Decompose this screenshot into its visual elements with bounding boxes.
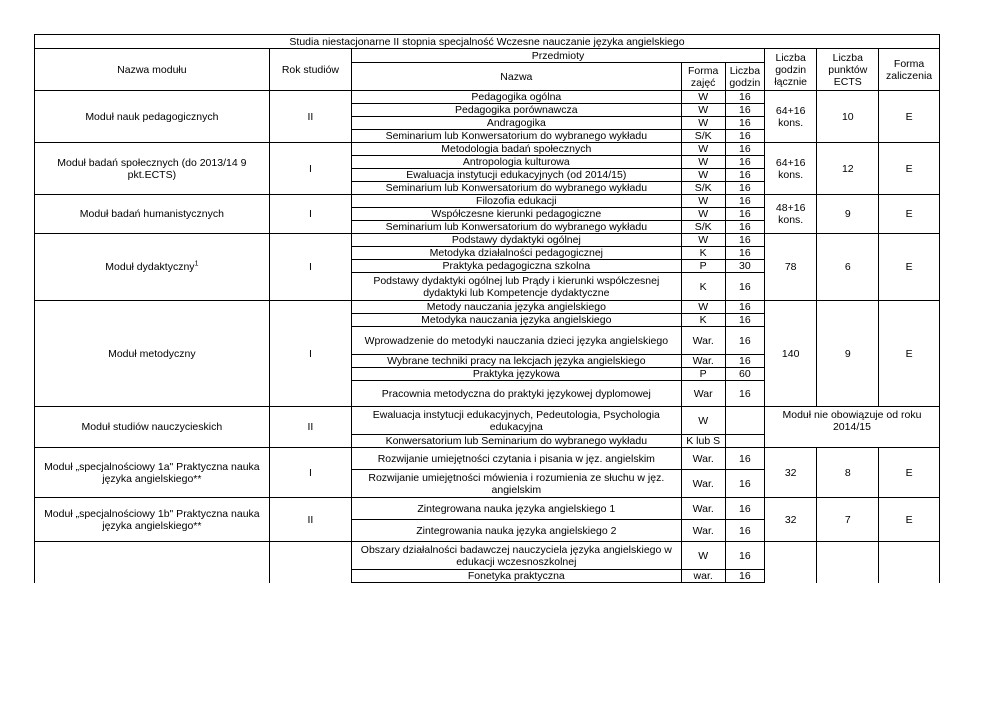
table-row <box>35 91 940 104</box>
table-row <box>35 542 940 570</box>
class-form: War. <box>681 470 725 498</box>
subject-name: Rozwijanie umiejętności czytania i pisania w jęz. angielskim <box>352 448 681 470</box>
ects-points: 12 <box>817 143 879 195</box>
subject-name: Współczesne kierunki pedagogiczne <box>352 208 681 221</box>
subject-hours: 16 <box>725 169 764 182</box>
subject-hours: 60 <box>725 368 764 381</box>
subject-hours: 16 <box>725 143 764 156</box>
module-name: Moduł dydaktyczny$^1$ <box>35 234 270 301</box>
class-form: S/K <box>681 221 725 234</box>
subject-name: Ewaluacja instytucji edukacyjnych, Pedeutologia, Psychologia edukacyjna <box>352 407 681 435</box>
header-module-name: Nazwa modułu <box>35 49 270 91</box>
assessment-form <box>879 542 940 583</box>
subject-name: Obszary działalności badawczej nauczyciela języka angielskiego w edukacji wczesnoszkolnej <box>352 542 681 570</box>
table-row <box>35 195 940 208</box>
class-form: W <box>681 407 725 435</box>
subject-hours: 16 <box>725 117 764 130</box>
subject-hours: 16 <box>725 520 764 542</box>
subject-hours: 16 <box>725 448 764 470</box>
ects-points: 9 <box>817 301 879 407</box>
class-form: S/K <box>681 130 725 143</box>
assessment-form: E <box>879 195 940 234</box>
subject-hours: 16 <box>725 327 764 355</box>
module-name: Moduł badań społecznych (do 2013/14 9 pkt.ECTS) <box>35 143 270 195</box>
study-year: I <box>269 301 351 407</box>
subject-hours: 16 <box>725 130 764 143</box>
subject-name: Metodyka działalności pedagogicznej <box>352 247 681 260</box>
class-form: War <box>681 381 725 407</box>
module-name: Moduł badań humanistycznych <box>35 195 270 234</box>
class-form: W <box>681 301 725 314</box>
header-subject-name: Nazwa <box>352 63 681 91</box>
subject-name: Seminarium lub Konwersatorium do wybranego wykładu <box>352 130 681 143</box>
total-hours: 64+16 kons. <box>764 143 817 195</box>
subject-hours: 16 <box>725 570 764 583</box>
class-form: W <box>681 156 725 169</box>
subject-hours: 16 <box>725 381 764 407</box>
ects-points: 9 <box>817 195 879 234</box>
table-row <box>35 301 940 314</box>
class-form: war. <box>681 570 725 583</box>
header-class-form: Forma zajęć <box>681 63 725 91</box>
subject-hours: 16 <box>725 182 764 195</box>
class-form: W <box>681 143 725 156</box>
header-total-hours: Liczba godzin łącznie <box>764 49 817 91</box>
subject-hours: 16 <box>725 355 764 368</box>
subject-name: Seminarium lub Konwersatorium do wybranego wykładu <box>352 182 681 195</box>
assessment-form: E <box>879 143 940 195</box>
subject-name: Metodyka nauczania języka angielskiego <box>352 314 681 327</box>
class-form: S/K <box>681 182 725 195</box>
header-year: Rok studiów <box>269 49 351 91</box>
module-name: Moduł „specjalnościowy 1a" Praktyczna nauka języka angielskiego** <box>35 448 270 498</box>
class-form: War. <box>681 520 725 542</box>
class-form: K <box>681 273 725 301</box>
total-hours: 140 <box>764 301 817 407</box>
subject-hours <box>725 407 764 435</box>
subject-name: Antropologia kulturowa <box>352 156 681 169</box>
footnote-marker: 1 <box>194 260 199 268</box>
subject-hours <box>725 435 764 448</box>
subject-name: Praktyka językowa <box>352 368 681 381</box>
subject-hours: 16 <box>725 195 764 208</box>
subject-name: Rozwijanie umiejętności mówienia i rozumienia ze słuchu w jęz. angielskim <box>352 470 681 498</box>
header-subjects: Przedmioty <box>352 49 765 63</box>
class-form: W <box>681 195 725 208</box>
class-form: War. <box>681 498 725 520</box>
assessment-form: E <box>879 301 940 407</box>
study-year: I <box>269 195 351 234</box>
class-form: W <box>681 234 725 247</box>
total-hours: 48+16 kons. <box>764 195 817 234</box>
subject-name: Metody nauczania języka angielskiego <box>352 301 681 314</box>
ects-points: 8 <box>817 448 879 498</box>
header-hours: Liczba godzin <box>725 63 764 91</box>
class-form: K <box>681 314 725 327</box>
subject-hours: 16 <box>725 498 764 520</box>
subject-hours: 16 <box>725 156 764 169</box>
class-form: K <box>681 247 725 260</box>
subject-hours: 16 <box>725 542 764 570</box>
subject-name: Pracownia metodyczna do praktyki językowej dyplomowej <box>352 381 681 407</box>
subject-hours: 16 <box>725 208 764 221</box>
ects-points: 7 <box>817 498 879 542</box>
ects-points <box>817 542 879 583</box>
assessment-form: E <box>879 498 940 542</box>
subject-name: Pedagogika ogólna <box>352 91 681 104</box>
subject-name: Wprowadzenie do metodyki nauczania dzieci języka angielskiego <box>352 327 681 355</box>
total-hours <box>764 542 817 583</box>
module-name: Moduł metodyczny <box>35 301 270 407</box>
module-note: Moduł nie obowiązuje od roku 2014/15 <box>764 407 939 448</box>
subject-name: Wybrane techniki pracy na lekcjach języka angielskiego <box>352 355 681 368</box>
study-year: I <box>269 234 351 301</box>
subject-name: Seminarium lub Konwersatorium do wybranego wykładu <box>352 221 681 234</box>
subject-name: Zintegrowana nauka języka angielskiego 1 <box>352 498 681 520</box>
total-hours: 64+16 kons. <box>764 91 817 143</box>
subject-name: Pedagogika porównawcza <box>352 104 681 117</box>
subject-hours: 16 <box>725 221 764 234</box>
header-assessment: Forma zaliczenia <box>879 49 940 91</box>
subject-hours: 30 <box>725 260 764 273</box>
class-form: K lub S <box>681 435 725 448</box>
class-form: W <box>681 91 725 104</box>
module-name: Moduł studiów nauczycieskich <box>35 407 270 448</box>
subject-name: Metodologia badań społecznych <box>352 143 681 156</box>
class-form: W <box>681 117 725 130</box>
class-form: War. <box>681 355 725 368</box>
assessment-form: E <box>879 448 940 498</box>
table-row <box>35 407 940 435</box>
subject-name: Praktyka pedagogiczna szkolna <box>352 260 681 273</box>
subject-name: Zintegrowania nauka języka angielskiego 2 <box>352 520 681 542</box>
subject-name: Filozofia edukacji <box>352 195 681 208</box>
ects-points: 6 <box>817 234 879 301</box>
study-year: II <box>269 498 351 542</box>
total-hours: 32 <box>764 448 817 498</box>
header-ects: Liczba punktów ECTS <box>817 49 879 91</box>
subject-hours: 16 <box>725 470 764 498</box>
ects-points: 10 <box>817 91 879 143</box>
subject-hours: 16 <box>725 91 764 104</box>
class-form: P <box>681 260 725 273</box>
table-row <box>35 498 940 520</box>
study-year: I <box>269 448 351 498</box>
class-form: War. <box>681 327 725 355</box>
table-row <box>35 143 940 156</box>
table-row <box>35 234 940 247</box>
total-hours: 78 <box>764 234 817 301</box>
subject-name: Konwersatorium lub Seminarium do wybranego wykładu <box>352 435 681 448</box>
module-name: Moduł nauk pedagogicznych <box>35 91 270 143</box>
module-name: Moduł „specjalnościowy 1b" Praktyczna nauka języka angielskiego** <box>35 498 270 542</box>
assessment-form: E <box>879 91 940 143</box>
subject-name: Podstawy dydaktyki ogólnej lub Prądy i kierunki współczesnej dydaktyki lub Kompetencje dydaktyczne <box>352 273 681 301</box>
class-form: P <box>681 368 725 381</box>
subject-hours: 16 <box>725 273 764 301</box>
class-form: W <box>681 104 725 117</box>
subject-name: Fonetyka praktyczna <box>352 570 681 583</box>
subject-hours: 16 <box>725 234 764 247</box>
table-title: Studia niestacjonarne II stopnia specjalność Wczesne nauczanie języka angielskiego <box>35 35 940 49</box>
class-form: W <box>681 169 725 182</box>
class-form: War. <box>681 448 725 470</box>
subject-hours: 16 <box>725 301 764 314</box>
class-form: W <box>681 542 725 570</box>
study-year: II <box>269 407 351 448</box>
subject-name: Podstawy dydaktyki ogólnej <box>352 234 681 247</box>
subject-hours: 16 <box>725 247 764 260</box>
subject-hours: 16 <box>725 104 764 117</box>
study-year: II <box>269 91 351 143</box>
table-row <box>35 448 940 470</box>
subject-hours: 16 <box>725 314 764 327</box>
study-year <box>269 542 351 583</box>
study-year: I <box>269 143 351 195</box>
curriculum-table <box>34 34 940 583</box>
module-name <box>35 542 270 583</box>
class-form: W <box>681 208 725 221</box>
subject-name: Ewaluacja instytucji edukacyjnych (od 2014/15) <box>352 169 681 182</box>
assessment-form: E <box>879 234 940 301</box>
subject-name: Andragogika <box>352 117 681 130</box>
total-hours: 32 <box>764 498 817 542</box>
